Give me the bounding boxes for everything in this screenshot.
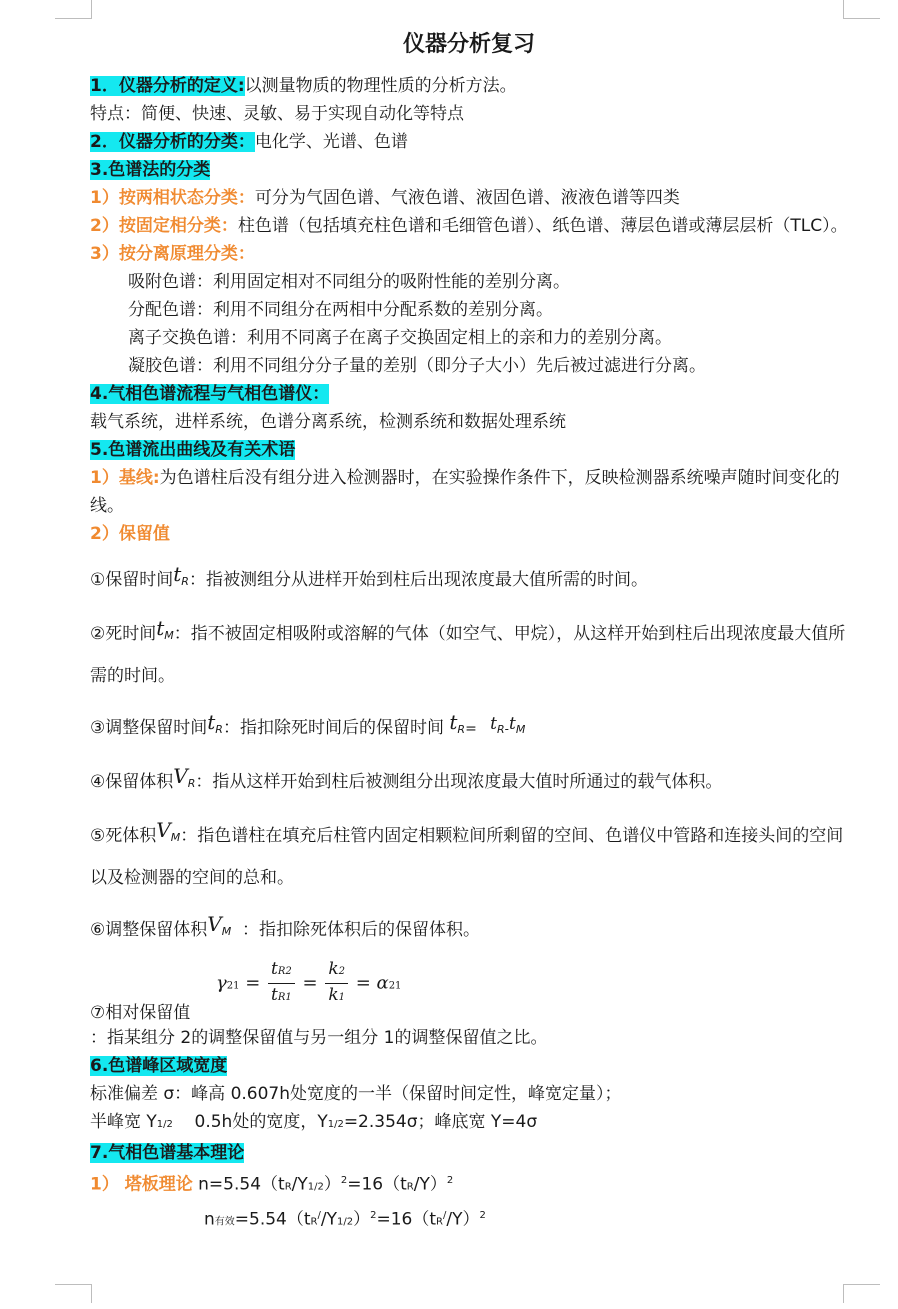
vr-symbol: V <box>173 764 188 788</box>
section-1-feature: 特点：简便、快速、灵敏、易于实现自动化等特点 <box>90 104 464 124</box>
section-1-text: 以测量物质的物理性质的分析方法。 <box>244 76 517 96</box>
plate-theory-line: 1） 塔板理论 $n=5.54(tR/Y1/2)^2=16(tR/Y)^2$ <box>90 1174 454 1195</box>
crop-mark-bottom-right <box>843 1284 880 1303</box>
section-5-item-1-label: 1）基线: <box>90 468 160 488</box>
vm-prime-symbol: V <box>207 912 222 936</box>
section-1 <box>90 72 848 100</box>
section-3-item-2 <box>90 212 848 240</box>
dead-time-line: ②死时间tM：指不被固定相吸附或溶解的气体（如空气、甲烷），从这样开始到柱后出现浓度最大值所需的时间。 <box>90 616 846 686</box>
section-4-text: 载气系统，进样系统，色谱分离系统，检测系统和数据处理系统 <box>90 412 566 432</box>
section-3-sub-1: 吸附色谱：利用固定相对不同组分的吸附性能的差别分离。 <box>128 272 570 292</box>
section-6-heading-line <box>90 1052 848 1080</box>
section-3-item-2-text: 柱色谱（包括填充柱色谱和毛细管色谱）、纸色谱、薄层色谱或薄层层析（TLC）。 <box>237 216 848 236</box>
section-5-item-1-text: 为色谱柱后没有组分进入检测器时，在实验操作条件下，反映检测器系统噪声随时间变化的线。 <box>90 468 840 516</box>
section-6-line-2: 半峰宽 Y1/2 0.5h处的宽度，Y1/2=2.354σ；峰底宽 Y=4σ <box>90 1112 538 1132</box>
section-7-heading-line <box>90 1139 848 1167</box>
tm-symbol: t <box>156 616 165 640</box>
section-3-item-3-label: 3）按分离原理分类： <box>90 244 255 264</box>
section-4-heading-line <box>90 380 848 408</box>
section-3-sub-3: 离子交换色谱：利用不同离子在离子交换固定相上的亲和力的差别分离。 <box>128 328 672 348</box>
relative-retention-formula: γ21 = $\frac{tR2}{tR1}$ = $\frac{k2}{k1}$ = α21 <box>216 959 402 1005</box>
section-2-text: 电化学、光谱、色谱 <box>254 132 408 152</box>
page-title: 仪器分析复习 <box>402 32 535 57</box>
section-3-sub-2: 分配色谱：利用不同组分在两相中分配系数的差别分离。 <box>128 300 553 320</box>
section-5-heading: 5.色谱流出曲线及有关术语 <box>90 440 296 460</box>
adjusted-retention-time-line: ③调整保留时间tR：指扣除死时间后的保留时间 tR= tR-tM <box>90 710 526 738</box>
plate-theory-label: 1） 塔板理论 <box>90 1174 193 1195</box>
section-5-heading-line <box>90 436 848 464</box>
section-3-item-1 <box>90 184 848 212</box>
adjusted-retention-volume-line: ⑥调整保留体积VM ：指扣除死体积后的保留体积。 <box>90 912 481 940</box>
section-3-item-1-label: 1）按两相状态分类： <box>90 188 255 208</box>
document-page <box>90 28 848 1236</box>
retention-volume-line: ④保留体积VR：指从这样开始到柱后被测组分出现浓度最大值时所通过的载气体积。 <box>90 764 723 792</box>
section-2-heading: 2．仪器分析的分类： <box>90 132 255 152</box>
effective-plate-line: n有效$=5.54(tR^//Y1/2)^2=16(tR^//Y)^2$ <box>204 1209 486 1230</box>
section-3-heading: 3.色谱法的分类 <box>90 160 211 180</box>
section-5-item-2-label: 2）保留值 <box>90 524 170 544</box>
section-3-item-2-label: 2）按固定相分类： <box>90 216 238 236</box>
crop-mark-bottom-left <box>55 1284 92 1303</box>
dead-volume-line: ⑤死体积VM：指色谱柱在填充后柱管内固定相颗粒间所剩留的空间、色谱仪中管路和连接头间的空间以及检测器的空间的总和。 <box>90 818 844 888</box>
section-6-line-1: 标准偏差 σ：峰高 0.607h处宽度的一半（保留时间定性，峰宽定量）； <box>90 1084 622 1104</box>
section-3-sub-4: 凝胶色谱：利用不同组分分子量的差别（即分子大小）先后被过滤进行分离。 <box>128 356 706 376</box>
section-3-heading-line <box>90 156 848 184</box>
section-6-heading: 6.色谱峰区域宽度 <box>90 1056 228 1076</box>
section-7-heading: 7.气相色谱基本理论 <box>90 1143 245 1163</box>
section-1-heading: 1．仪器分析的定义: <box>90 76 245 96</box>
relative-retention-desc: ：指某组分 2的调整保留值与另一组分 1的调整保留值之比。 <box>90 1028 548 1048</box>
tr-symbol: t <box>173 562 182 586</box>
crop-mark-top-left <box>55 0 92 19</box>
section-3-item-3 <box>90 240 848 268</box>
section-3-item-1-text: 可分为气固色谱、气液色谱、液固色谱、液液色谱等四类 <box>254 188 680 208</box>
crop-mark-top-right <box>843 0 880 19</box>
relative-retention-line: γ21 = $\frac{tR2}{tR1}$ = $\frac{k2}{k1}$ = α21 ⑦相对保留值 <box>90 959 402 1023</box>
section-5-item-2 <box>90 520 848 548</box>
tr-prime-symbol: t <box>207 710 216 734</box>
vm-symbol: V <box>156 818 171 842</box>
retention-time-line: ①保留时间tR：指被测组分从进样开始到柱后出现浓度最大值所需的时间。 <box>90 562 648 590</box>
section-2 <box>90 128 848 156</box>
section-4-heading: 4.气相色谱流程与气相色谱仪： <box>90 384 330 404</box>
section-5-item-1 <box>90 464 848 520</box>
